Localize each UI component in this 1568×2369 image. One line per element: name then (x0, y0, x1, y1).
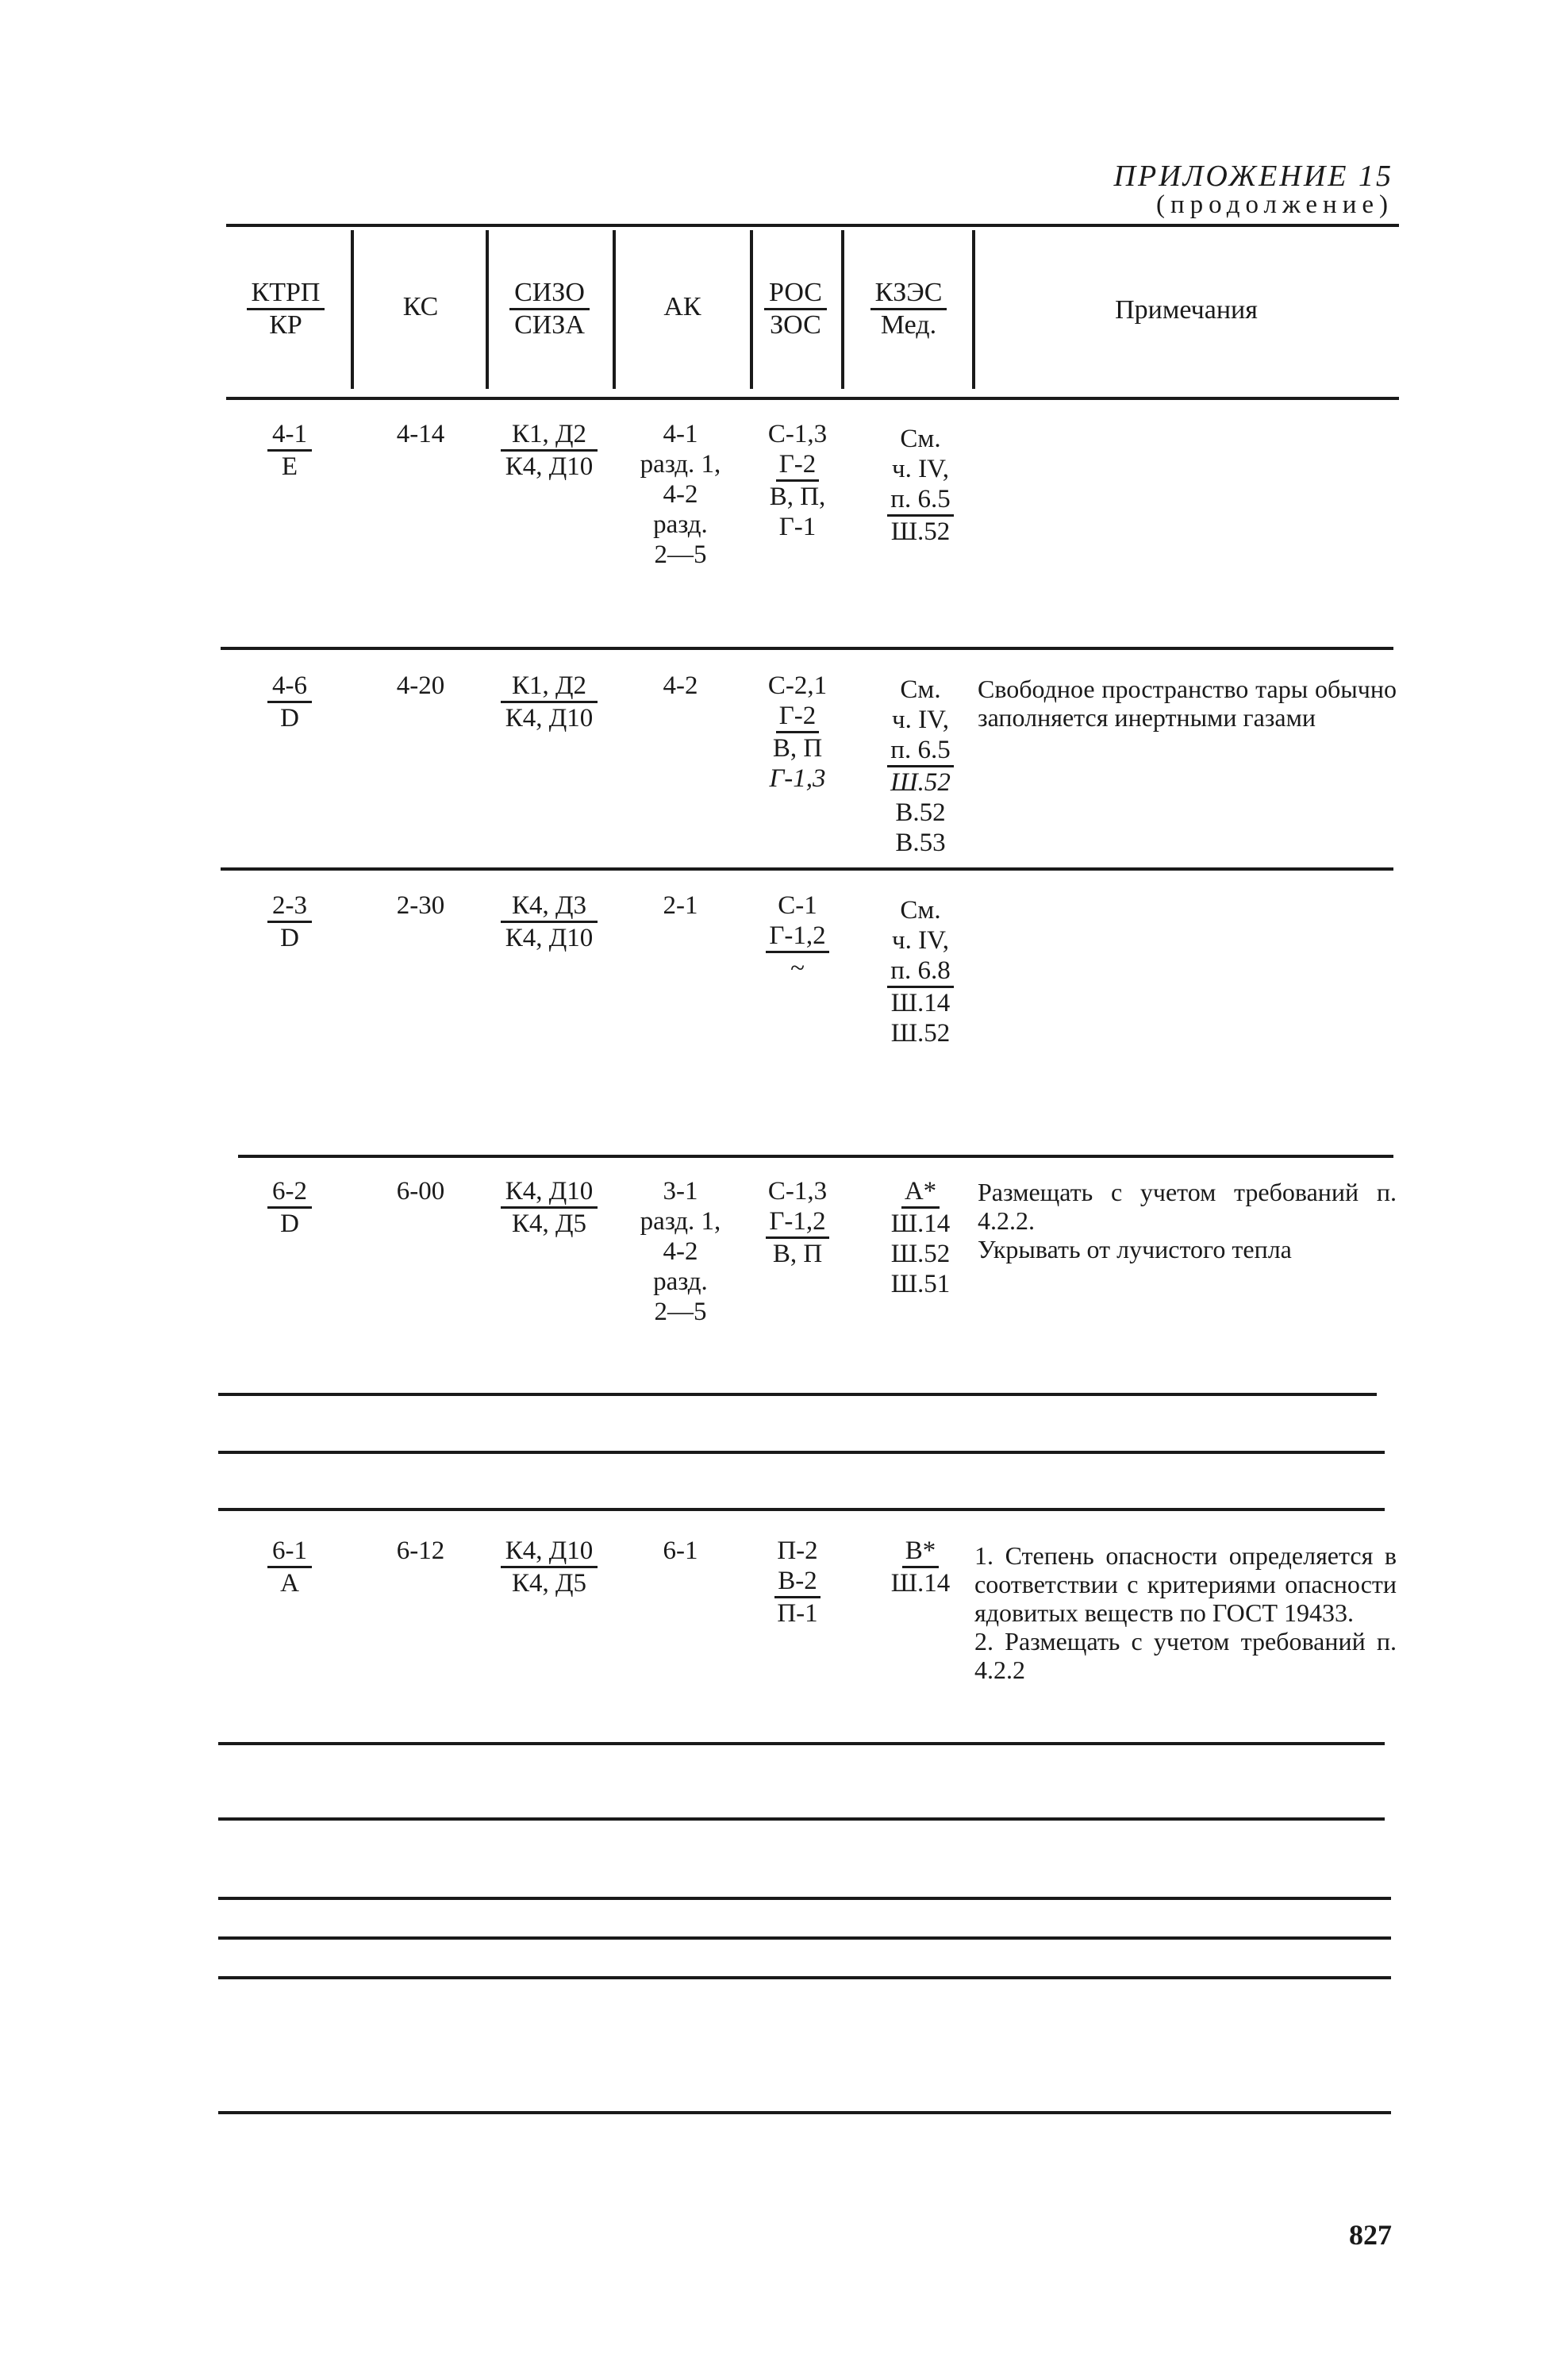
row2-ktrp: $\frac{4-6}{D}$ (230, 671, 349, 733)
col-header-sizo: $\frac{\text{СИЗО}}{\text{СИЗА}}$ (488, 278, 611, 340)
row1-ak: 4-1 разд. 1, 4-2 разд. 2—5 (640, 420, 721, 569)
col-header-notes: Примечания (1115, 295, 1258, 325)
row5-sizo: $\frac{К4, Д10}{К4, Д5}$ (486, 1536, 613, 1598)
row-separator (218, 2111, 1391, 2114)
row1-ktrp: $\frac{4-1}{E}$ (230, 419, 349, 482)
row2-note: Свободное пространство тары обычно заполняется инертными газами (978, 675, 1397, 732)
row4-sizo: $\frac{К4, Д10}{К4, Д5}$ (486, 1176, 613, 1239)
row2-ks: 4-20 (396, 671, 445, 700)
row5-ros: П-2 В-2 П-1 (750, 1536, 845, 1629)
row5-kzes: В* Ш.14 (890, 1536, 951, 1598)
row-separator (238, 1155, 1393, 1158)
row5-note: 1. Степень опасности определяется в соответствии с критериями опасности ядовитых веществ по ГОСТ 19433. 2. Размещать с учетом требований п. 4.2.2 (974, 1541, 1397, 1684)
row2-ak: 4-2 (663, 671, 698, 700)
row-separator (221, 647, 1393, 650)
row1-sizo: $\frac{К1, Д2}{К4, Д10}$ (486, 419, 613, 482)
row-separator (218, 1897, 1391, 1900)
row5-ktrp: $\frac{6-1}{A}$ (230, 1536, 349, 1598)
col-header-ktrp: $\frac{\text{КТРП}}{КР}$ (222, 278, 349, 340)
col-header-ros: $\frac{\text{РОС}}{\text{ЗОС}}$ (750, 278, 841, 340)
row4-ks: 6-00 (396, 1177, 445, 1206)
col-divider (841, 230, 844, 389)
row2-ros: С-2,1 Г-2 В, П Г-1,3 (767, 671, 828, 793)
row-separator (218, 1936, 1391, 1940)
col-header-ak: АК (663, 292, 701, 321)
row1-kzes: См. ч. IV, п. 6.5 Ш.52 (865, 424, 976, 547)
row4-note: Размещать с учетом требований п. 4.2.2. Укрывать от лучистого тепла (978, 1178, 1397, 1263)
row1-ros: С-1,3 Г-2 В, П, Г-1 (767, 420, 828, 541)
col-divider (613, 230, 616, 389)
row3-ros: С-1 Г-1,2 ~ (750, 890, 845, 983)
row3-ak: 2-1 (663, 891, 698, 920)
row-separator (218, 1393, 1377, 1396)
row3-ktrp: $\frac{2-3}{D}$ (230, 890, 349, 953)
row4-kzes: А* Ш.14 Ш.52 Ш.51 (890, 1177, 951, 1298)
row2-sizo: $\frac{К1, Д2}{К4, Д10}$ (486, 671, 613, 733)
col-divider (351, 230, 354, 389)
row4-ros: С-1,3 Г-1,2 В, П (750, 1176, 845, 1269)
col-header-ks: КС (402, 292, 439, 321)
row-separator (218, 1742, 1385, 1745)
row3-kzes: См. ч. IV, п. 6.8 Ш.14 Ш.52 (865, 895, 976, 1048)
appendix-title: ПРИЛОЖЕНИЕ 15 (1113, 160, 1393, 193)
row3-sizo: $\frac{К4, Д3}{К4, Д10}$ (486, 890, 613, 953)
row-separator (218, 1508, 1385, 1511)
table-head-rule (226, 397, 1399, 400)
row2-kzes: См. ч. IV, п. 6.5 Ш.52 В.52 В.53 (865, 675, 976, 858)
row-separator (218, 1817, 1385, 1821)
table-top-rule (226, 224, 1399, 227)
row1-ks: 4-14 (396, 420, 445, 448)
row3-ks: 2-30 (396, 891, 445, 920)
row-separator (221, 867, 1393, 871)
appendix-subtitle: (продолжение) (1156, 190, 1393, 219)
row-separator (218, 1976, 1391, 1979)
col-divider (972, 230, 975, 389)
row5-ak: 6-1 (663, 1536, 698, 1565)
col-header-kzes: $\frac{\text{КЗЭС}}{\text{Мед.}}$ (845, 278, 972, 340)
page-number: 827 (1349, 2219, 1392, 2251)
row5-ks: 6-12 (396, 1536, 445, 1565)
row4-ak: 3-1 разд. 1, 4-2 разд. 2—5 (640, 1177, 721, 1326)
row-separator (218, 1451, 1385, 1454)
row4-ktrp: $\frac{6-2}{D}$ (230, 1176, 349, 1239)
